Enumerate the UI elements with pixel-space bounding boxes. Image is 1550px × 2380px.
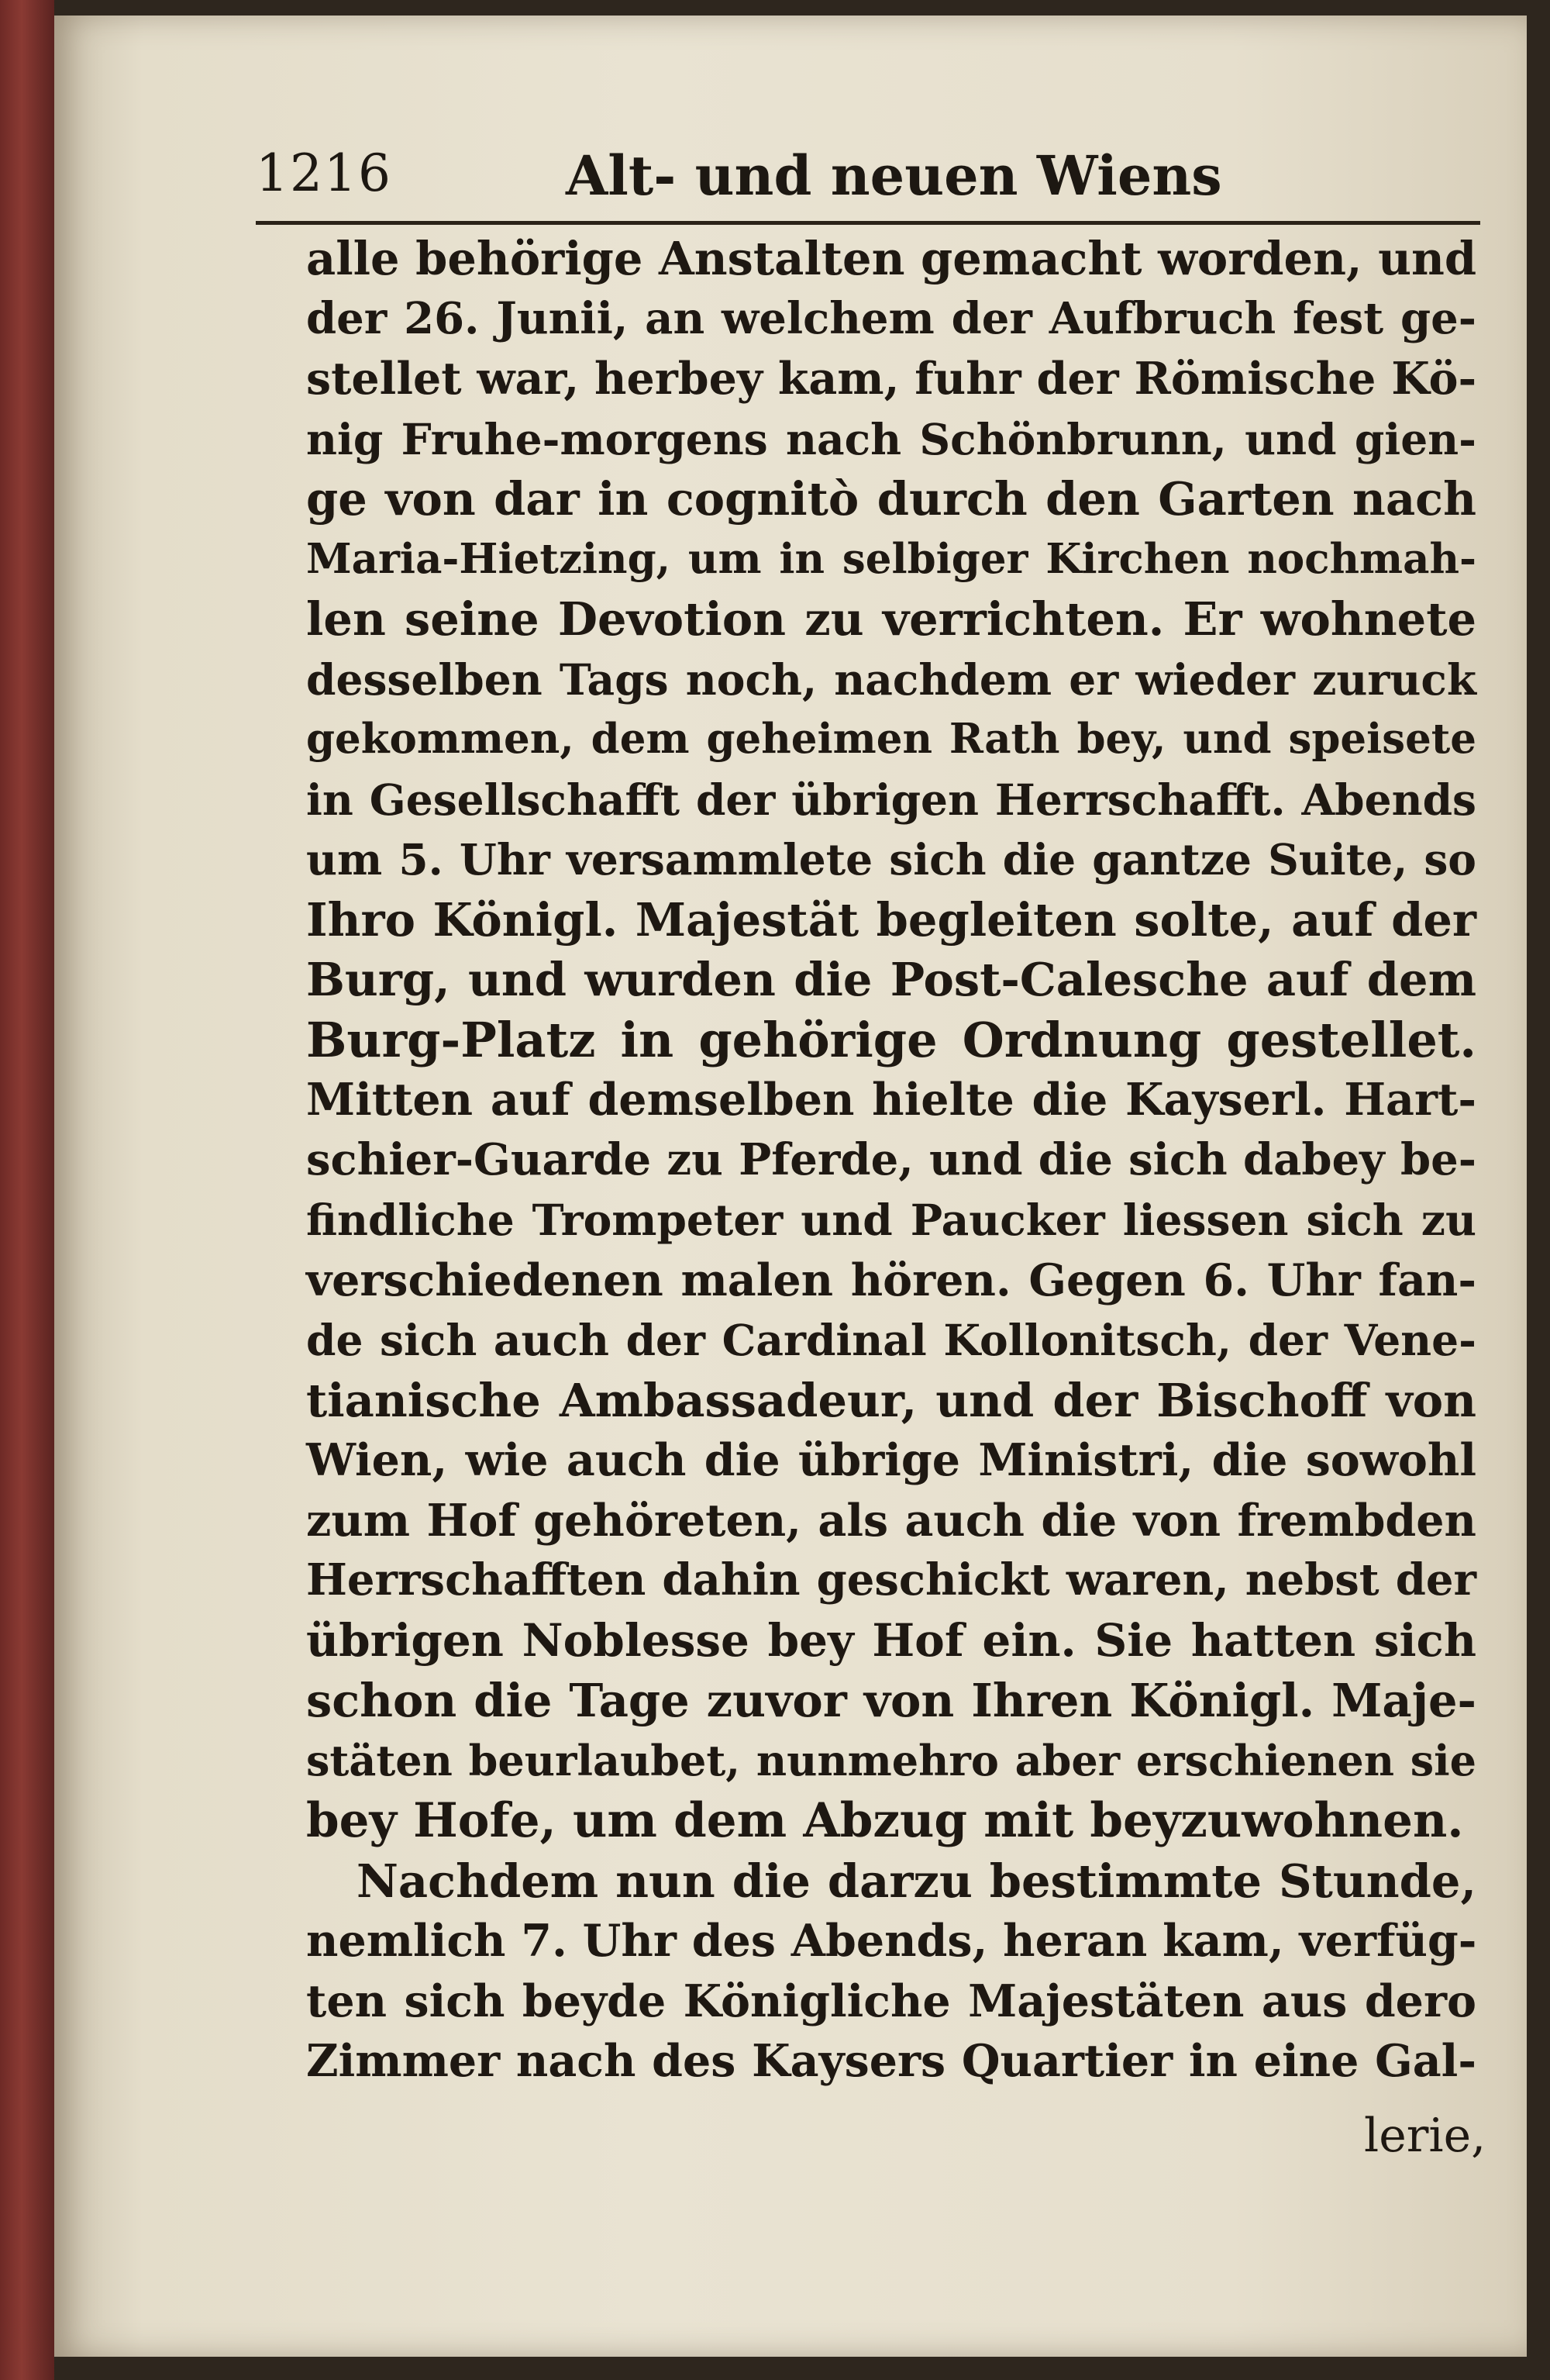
catchword: lerie, xyxy=(1364,2109,1486,2163)
text-line: Herrschafften dahin geschickt waren, nebst der xyxy=(306,1554,1476,1606)
text-line: ge von dar in cognitò durch den Garten nach xyxy=(306,472,1476,526)
text-line: alle behörige Anstalten gemacht worden, und xyxy=(306,232,1477,285)
text-line: nig Fruhe-morgens nach Schönbrunn, und gien- xyxy=(306,413,1476,464)
text-line: schier-Guarde zu Pferde, und die sich dabey be- xyxy=(306,1133,1476,1185)
running-title: Alt- und neuen Wiens xyxy=(566,143,1222,208)
text-line: ten sich beyde Königliche Majestäten aus dero xyxy=(306,1975,1476,2027)
text-line: in Gesellschafft der übrigen Herrschafft. Abends xyxy=(306,774,1476,825)
text-line: bey Hofe, um dem Abzug mit beyzuwohnen. xyxy=(306,1793,1464,1848)
text-line: nemlich 7. Uhr des Abends, heran kam, verfüg- xyxy=(306,1915,1477,1967)
text-line: Zimmer nach des Kaysers Quartier in eine Gal- xyxy=(306,2035,1476,2087)
text-line: zum Hof gehöreten, als auch die von frembden xyxy=(306,1494,1476,1547)
text-line: stäten beurlaubet, nunmehro aber erschienen sie xyxy=(306,1735,1476,1785)
text-line: um 5. Uhr versammlete sich die gantze Suite, so xyxy=(306,834,1476,885)
text-line: übrigen Noblesse bey Hof ein. Sie hatten sich xyxy=(306,1613,1476,1667)
text-line: de sich auch der Cardinal Kollonitsch, der Vene- xyxy=(306,1315,1476,1365)
page-number: 1216 xyxy=(256,143,392,203)
text-line: der 26. Junii, an welchem der Aufbruch fest ge- xyxy=(306,292,1476,344)
text-line: findliche Trompeter und Paucker liessen sich zu xyxy=(306,1195,1476,1245)
text-line: Maria-Hietzing, um in selbiger Kirchen nochmah- xyxy=(306,534,1476,583)
body-text xyxy=(306,229,1476,2092)
text-line: Nachdem nun die darzu bestimmte Stunde, xyxy=(356,1854,1476,1908)
text-line: Burg-Platz in gehörige Ordnung gestellet. xyxy=(306,1011,1476,1068)
text-line: schon die Tage zuvor von Ihren Königl. Maje- xyxy=(306,1674,1476,1727)
text-line: Ihro Königl. Majestät begleiten solte, auf der xyxy=(306,892,1476,947)
text-line: gekommen, dem geheimen Rath bey, und speisete xyxy=(306,715,1476,763)
text-line: tianische Ambassadeur, und der Bischoff von xyxy=(306,1373,1476,1427)
text-line: Mitten auf demselben hielte die Kayserl. Hart- xyxy=(306,1074,1476,1126)
book-cover-edge xyxy=(0,0,54,2380)
page-header xyxy=(256,143,1472,217)
text-line: Wien, wie auch die übrige Ministri, die sowohl xyxy=(306,1434,1476,1486)
text-line: len seine Devotion zu verrichten. Er wohnete xyxy=(306,592,1476,646)
text-line: desselben Tags noch, nachdem er wieder zuruck xyxy=(306,654,1476,705)
text-line: stellet war, herbey kam, fuhr der Römische Kö- xyxy=(306,353,1477,405)
text-line: Burg, und wurden die Post-Calesche auf dem xyxy=(306,953,1476,1006)
header-rule xyxy=(256,221,1480,225)
text-line: verschiedenen malen hören. Gegen 6. Uhr fan- xyxy=(306,1254,1476,1306)
